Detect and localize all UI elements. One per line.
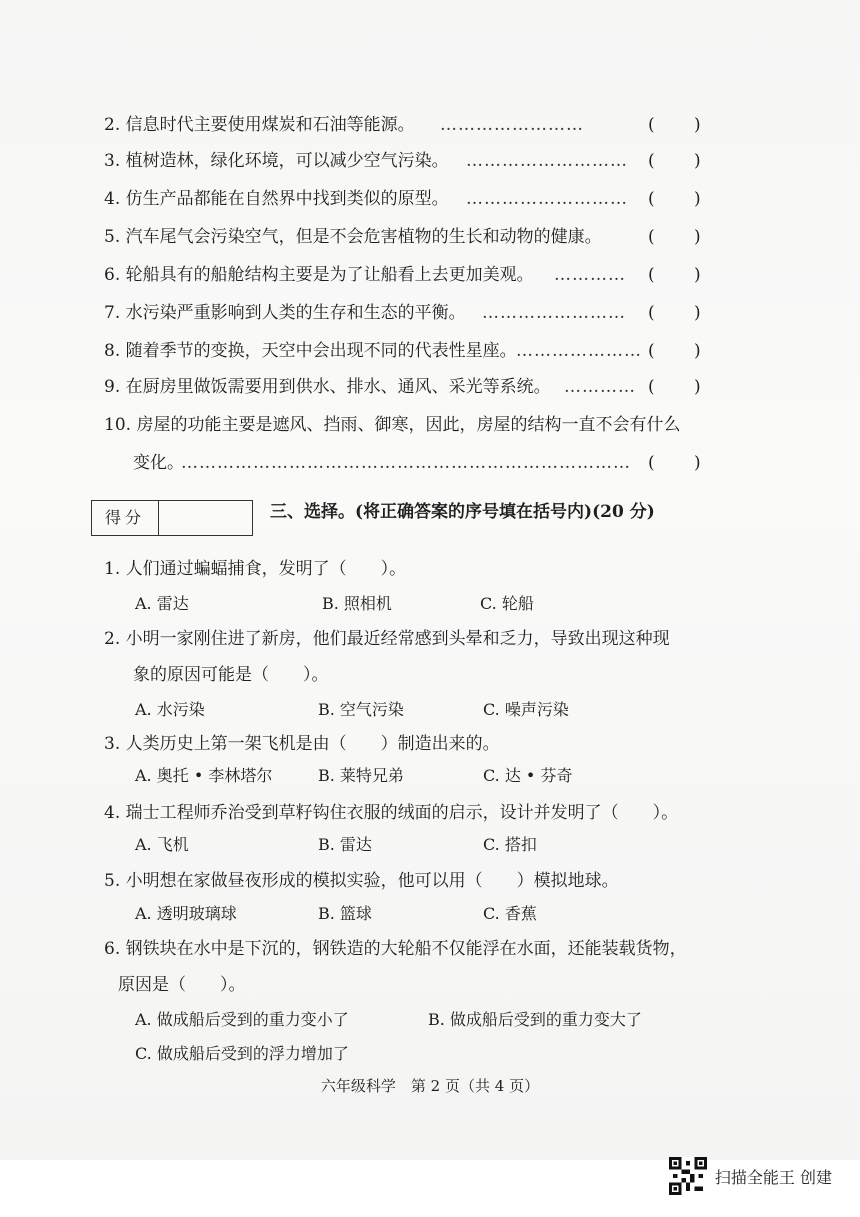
answer-paren-close: ) bbox=[694, 151, 701, 171]
qr-code-icon bbox=[669, 1157, 707, 1195]
option-b: B. 做成船后受到的重力变大了 bbox=[428, 1010, 642, 1029]
tf-text: 5. 汽车尾气会污染空气，但是不会危害植物的生长和动物的健康。 bbox=[104, 227, 602, 247]
option-c: C. 轮船 bbox=[480, 594, 534, 613]
tf-dots: ………………… bbox=[516, 341, 642, 361]
option-a: A. 水污染 bbox=[135, 700, 205, 719]
tf-item-6 bbox=[104, 260, 724, 290]
tf-text: 8. 随着季节的变换，天空中会出现不同的代表性星座。 bbox=[104, 341, 517, 361]
tf-text: 7. 水污染严重影响到人类的生存和生态的平衡。 bbox=[104, 303, 466, 323]
option-b: B. 空气污染 bbox=[318, 700, 404, 719]
tf-text: 10. 房屋的功能主要是遮风、挡雨、御寒，因此，房屋的结构一直不会有什么 bbox=[104, 415, 681, 435]
tf-text: 3. 植树造林，绿化环境，可以减少空气污染。 bbox=[104, 151, 449, 171]
option-a: A. 雷达 bbox=[135, 594, 189, 613]
question-6-cont: 原因是（ ）。 bbox=[118, 975, 246, 995]
tf-dots: ……………………… bbox=[466, 151, 628, 171]
option-a: A. 飞机 bbox=[135, 835, 189, 854]
answer-paren-open: ( bbox=[648, 341, 655, 361]
answer-paren-close: ) bbox=[694, 303, 701, 323]
answer-paren-close: ) bbox=[694, 227, 701, 247]
answer-paren-open: ( bbox=[648, 377, 655, 397]
question-3: 3. 人类历史上第一架飞机是由（ ）制造出来的。 bbox=[104, 734, 500, 754]
option-b: B. 篮球 bbox=[318, 904, 372, 923]
section-title: 三、选择。(将正确答案的序号填在括号内)(20 分) bbox=[270, 502, 655, 522]
option-c: C. 搭扣 bbox=[483, 835, 537, 854]
answer-paren-close: ) bbox=[694, 453, 701, 473]
tf-item-4 bbox=[104, 184, 724, 214]
question-5: 5. 小明想在家做昼夜形成的模拟实验，他可以用（ ）模拟地球。 bbox=[104, 871, 619, 891]
question-2-cont: 象的原因可能是（ ）。 bbox=[133, 665, 329, 685]
score-box bbox=[91, 500, 253, 536]
tf-text: 6. 轮船具有的船舱结构主要是为了让船看上去更加美观。 bbox=[104, 265, 534, 285]
option-a: A. 做成船后受到的重力变小了 bbox=[135, 1010, 349, 1029]
page-footer: 六年级科学 第 2 页（共 4 页） bbox=[320, 1077, 540, 1095]
option-c: C. 香蕉 bbox=[483, 904, 537, 923]
answer-paren-open: ( bbox=[648, 227, 655, 247]
question-1: 1. 人们通过蝙蝠捕食，发明了（ ）。 bbox=[104, 559, 407, 579]
answer-paren-close: ) bbox=[694, 341, 701, 361]
tf-dots: …………………… bbox=[482, 303, 626, 323]
tf-dots: ……………………… bbox=[466, 189, 628, 209]
answer-paren-open: ( bbox=[648, 151, 655, 171]
answer-paren-open: ( bbox=[648, 265, 655, 285]
option-b: B. 莱特兄弟 bbox=[318, 766, 404, 785]
answer-paren-open: ( bbox=[648, 303, 655, 323]
tf-item-9 bbox=[104, 372, 724, 402]
tf-text: 变化。 bbox=[133, 453, 184, 473]
question-4: 4. 瑞士工程师乔治受到草籽钩住衣服的绒面的启示，设计并发明了（ ）。 bbox=[104, 803, 679, 823]
tf-item-7 bbox=[104, 298, 724, 328]
tf-dots: ………… bbox=[564, 377, 636, 397]
tf-item-3 bbox=[104, 146, 724, 176]
tf-item-8 bbox=[104, 336, 724, 366]
option-b: B. 照相机 bbox=[322, 594, 392, 613]
option-b: B. 雷达 bbox=[318, 835, 372, 854]
answer-paren-close: ) bbox=[694, 189, 701, 209]
tf-item-2 bbox=[104, 110, 724, 140]
answer-paren-close: ) bbox=[694, 115, 701, 135]
tf-item-5 bbox=[104, 222, 724, 252]
scanner-watermark bbox=[669, 1157, 832, 1195]
answer-paren-open: ( bbox=[648, 189, 655, 209]
question-6: 6. 钢铁块在水中是下沉的，钢铁造的大轮船不仅能浮在水面，还能装载货物， bbox=[104, 939, 687, 959]
tf-dots: …………………… bbox=[440, 115, 584, 135]
tf-dots: ………… bbox=[554, 265, 626, 285]
answer-paren-close: ) bbox=[694, 377, 701, 397]
tf-text: 9. 在厨房里做饭需要用到供水、排水、通风、采光等系统。 bbox=[104, 377, 551, 397]
option-c: C. 做成船后受到的浮力增加了 bbox=[135, 1044, 349, 1063]
watermark-text: 扫描全能王 创建 bbox=[714, 1167, 832, 1187]
tf-dots: ………………………………………………………………… bbox=[181, 453, 631, 473]
tf-item-10-line1 bbox=[104, 410, 724, 440]
question-2: 2. 小明一家刚住进了新房，他们最近经常感到头晕和乏力，导致出现这种现 bbox=[104, 629, 670, 649]
tf-text: 2. 信息时代主要使用煤炭和石油等能源。 bbox=[104, 115, 415, 135]
answer-paren-close: ) bbox=[694, 265, 701, 285]
answer-paren-open: ( bbox=[648, 453, 655, 473]
score-value-field bbox=[159, 501, 252, 535]
tf-item-10-line2 bbox=[133, 448, 724, 478]
score-label: 得分 bbox=[92, 501, 159, 535]
option-c: C. 达 • 芬奇 bbox=[483, 766, 573, 785]
option-a: A. 奥托 • 李林塔尔 bbox=[135, 766, 273, 785]
answer-paren-open: ( bbox=[648, 115, 655, 135]
tf-text: 4. 仿生产品都能在自然界中找到类似的原型。 bbox=[104, 189, 449, 209]
option-c: C. 噪声污染 bbox=[483, 700, 569, 719]
option-a: A. 透明玻璃球 bbox=[135, 904, 237, 923]
